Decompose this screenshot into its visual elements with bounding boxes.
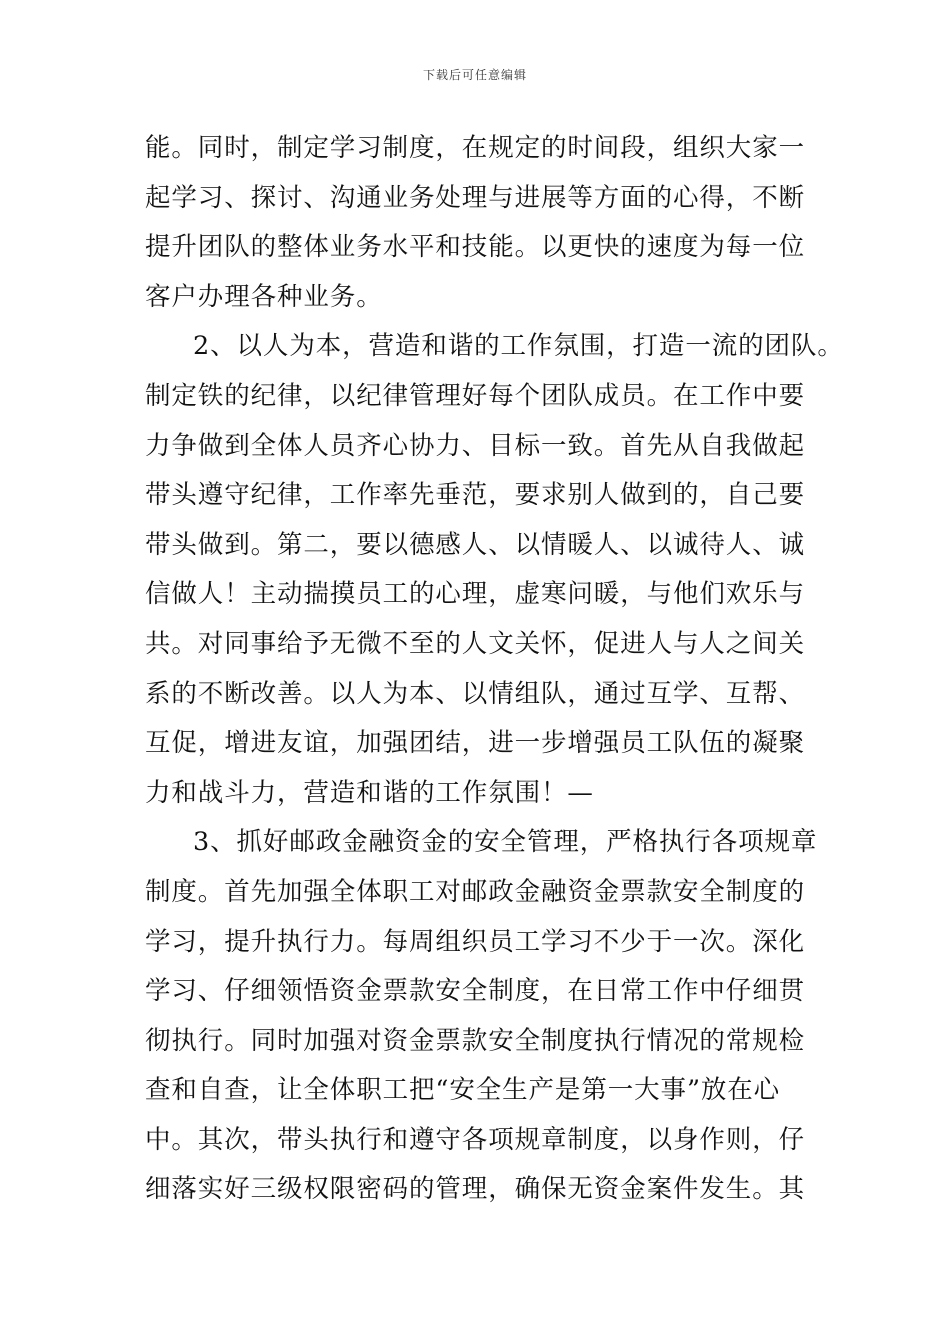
page-header: 下载后可任意编辑 (422, 68, 527, 82)
text-line: 细落实好三级权限密码的管理，确保无资金案件发生。其 (145, 1174, 806, 1205)
text-line: 信做人！主动揣摸员工的心理，虚寒问暖，与他们欢乐与 (145, 579, 806, 610)
text-line: 能。同时，制定学习制度，在规定的时间段，组织大家一 (145, 133, 806, 163)
text-line: 共。对同事给予无微不至的人文关怀，促进人与人之间关 (145, 628, 806, 659)
text-line: 客户办理各种业务。 (145, 281, 383, 312)
paragraph-3-first-line: 3、抓好邮政金融资金的安全管理，严格执行各项规章 (193, 827, 818, 858)
text-line: 学习、仔细领悟资金票款安全制度，在日常工作中仔细贯 (145, 976, 806, 1007)
text-line: 带头做到。第二，要以德感人、以情暖人、以诚待人、诚 (145, 529, 806, 560)
text-line: 中。其次，带头执行和遵守各项规章制度，以身作则，仔 (145, 1124, 806, 1155)
text-line: 学习，提升执行力。每周组织员工学习不少于一次。深化 (145, 926, 806, 957)
text-line: 互促，增进友谊，加强团结，进一步增强员工队伍的凝聚 (145, 728, 806, 759)
paragraph-2-first-line: 2、以人为本，营造和谐的工作氛围，打造一流的团队。 (193, 331, 844, 362)
text-line: 带头遵守纪律，工作率先垂范，要求别人做到的，自己要 (145, 480, 806, 511)
text-line: 彻执行。同时加强对资金票款安全制度执行情况的常规检 (145, 1025, 806, 1056)
text-line: 力和战斗力，营造和谐的工作氛围！— (145, 777, 594, 808)
text-line: 起学习、探讨、沟通业务处理与进展等方面的心得，不断 (145, 182, 806, 213)
text-line: 系的不断改善。以人为本、以情组队，通过互学、互帮、 (145, 678, 806, 709)
text-line: 查和自查，让全体职工把“安全生产是第一大事”放在心 (145, 1075, 781, 1106)
document-body (145, 124, 844, 1215)
text-line: 制定铁的纪律，以纪律管理好每个团队成员。在工作中要 (145, 380, 806, 411)
text-line: 提升团队的整体业务水平和技能。以更快的速度为每一位 (145, 232, 806, 263)
text-line: 力争做到全体人员齐心协力、目标一致。首先从自我做起 (145, 430, 806, 461)
text-line: 制度。首先加强全体职工对邮政金融资金票款安全制度的 (145, 876, 806, 907)
